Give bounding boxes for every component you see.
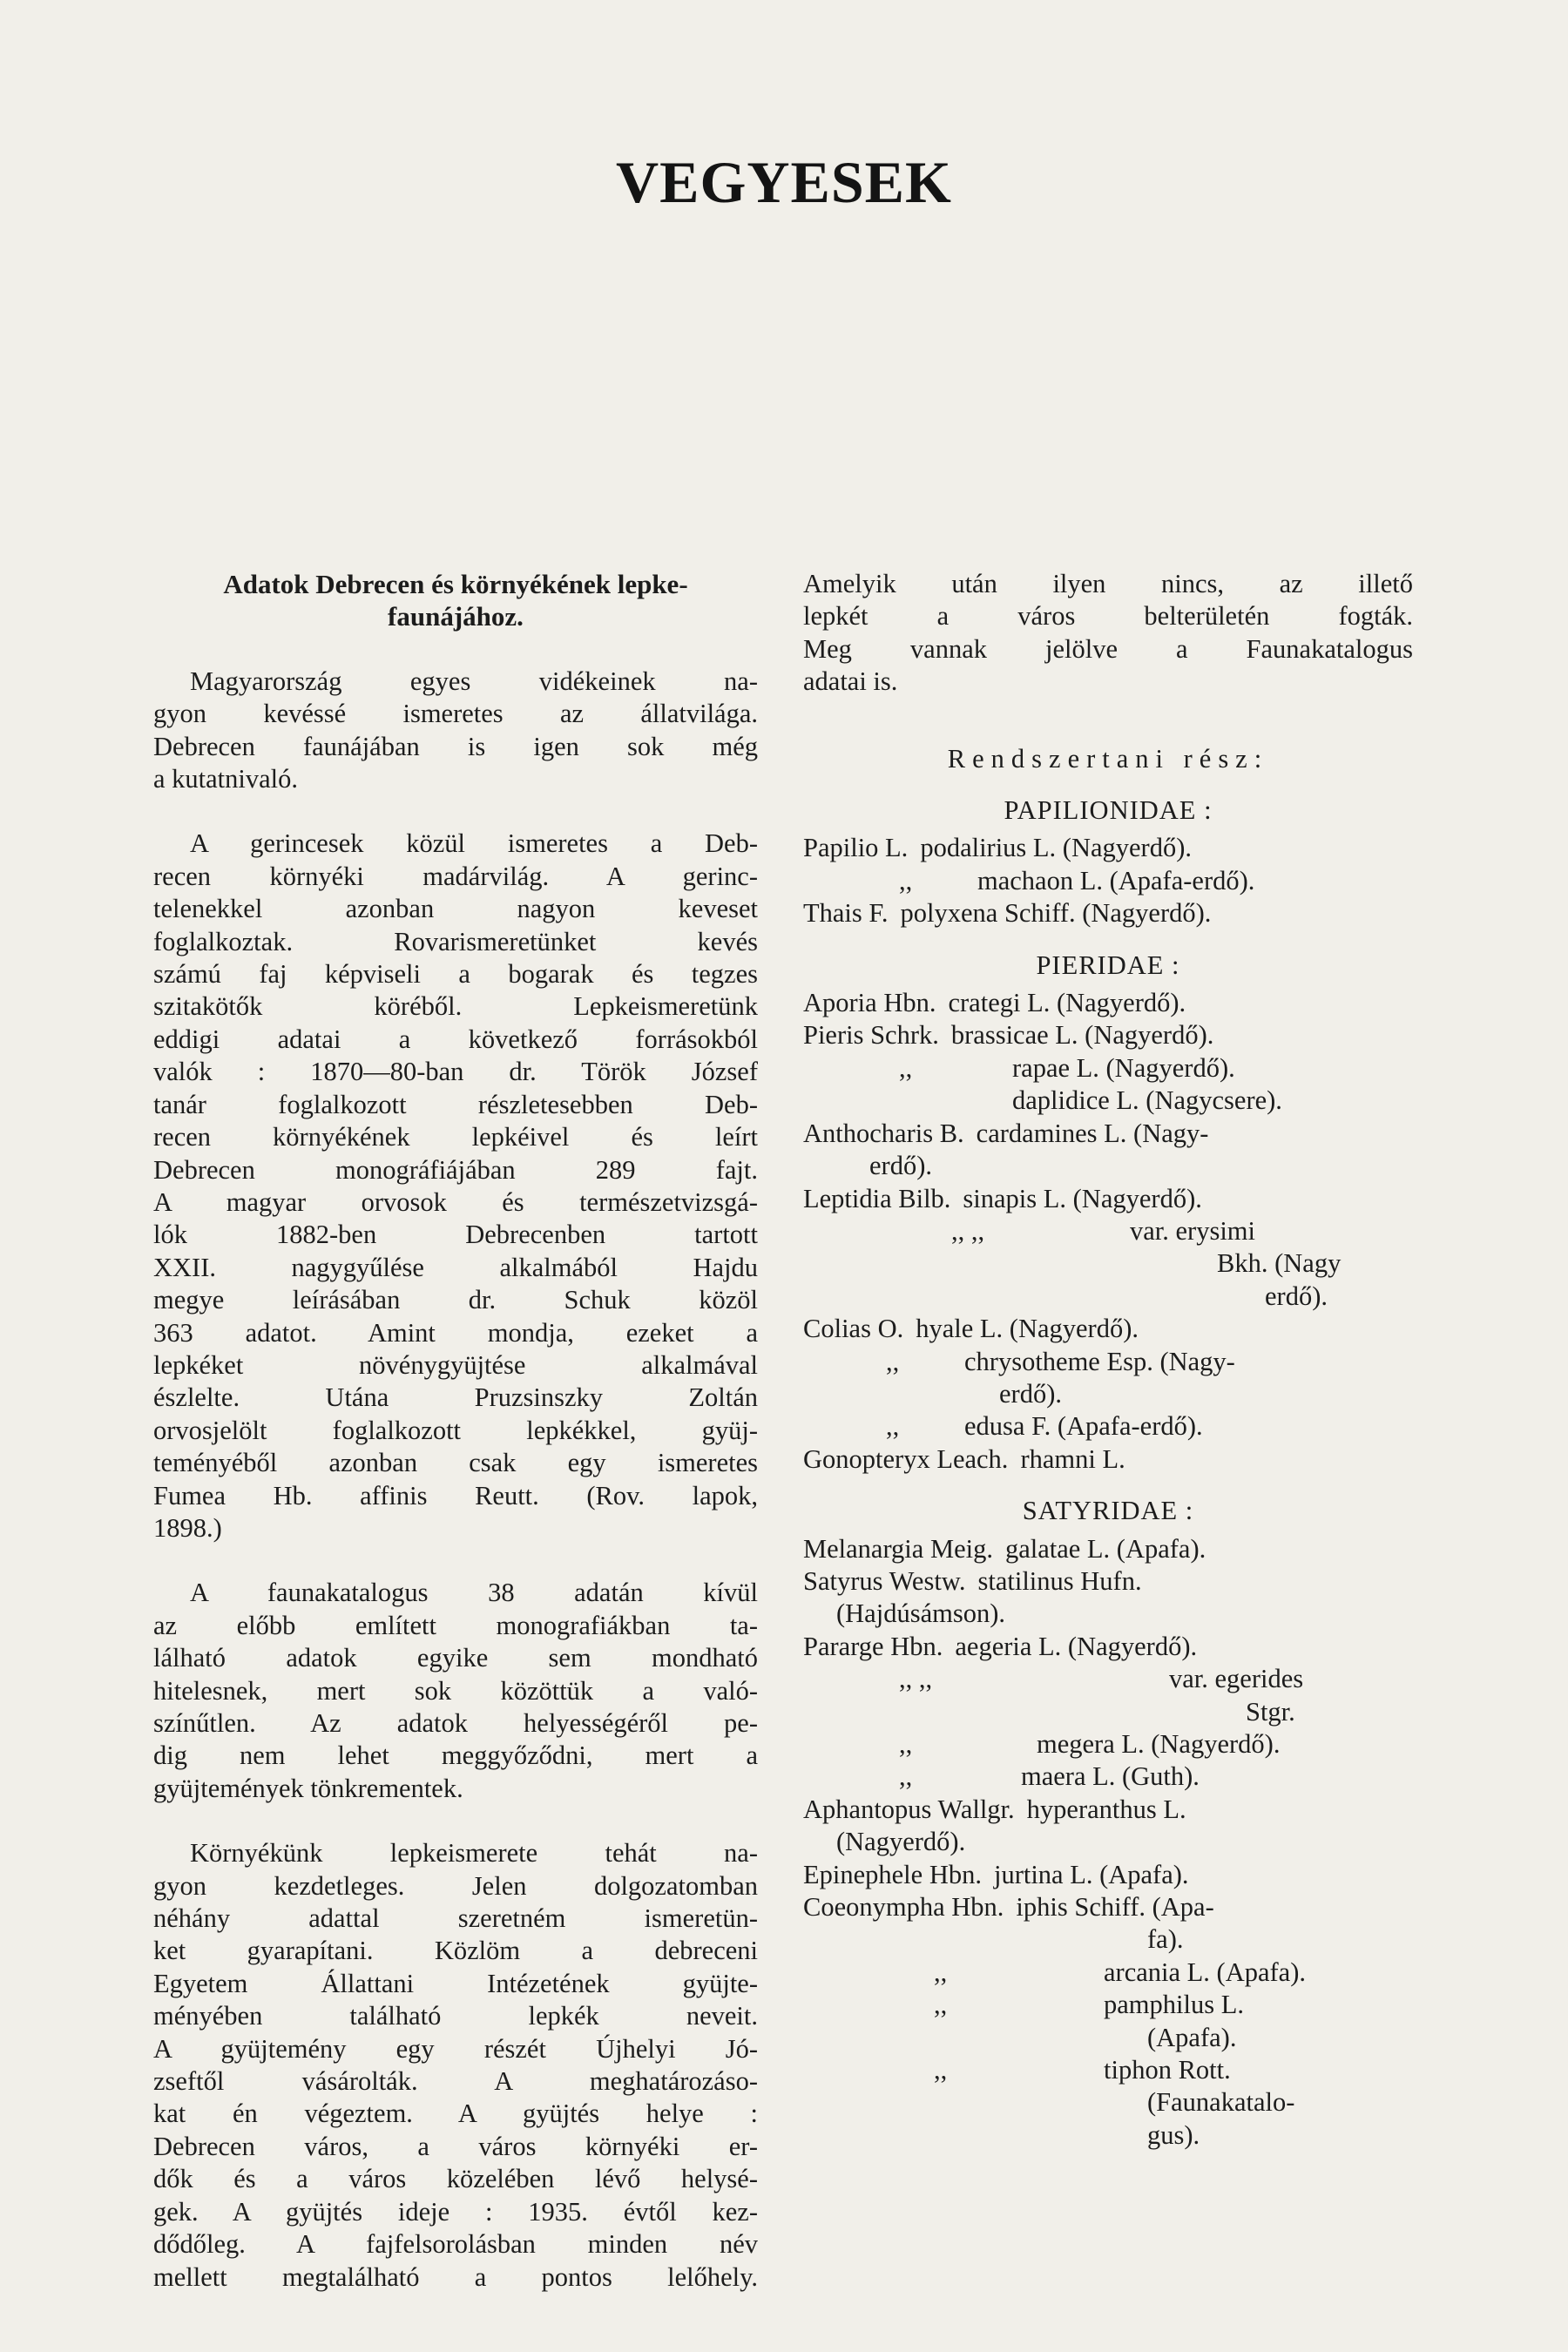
species-name: maera L. (Guth). — [1021, 1761, 1200, 1792]
body-text-line: A gerincesek közül ismeretes a Deb- — [190, 828, 758, 859]
species-genus: Papilio L. — [803, 833, 909, 863]
article-title-line-2: faunájához. — [388, 601, 524, 632]
species-entry — [803, 2022, 1413, 2054]
species-genus: Pieris Schrk. — [803, 1020, 939, 1051]
species-entry — [803, 1118, 1413, 1150]
species-entry — [803, 832, 1413, 864]
species-entry — [803, 1859, 1413, 1891]
body-text-line: Debrecen faunájában is igen sok még — [153, 731, 758, 761]
species-entry — [803, 1696, 1413, 1728]
species-genus: Thais F. — [803, 898, 889, 929]
species-genus: ,, — [899, 865, 913, 896]
species-entry — [803, 1150, 1413, 1182]
species-genus: Satyrus Westw. — [803, 1565, 966, 1596]
species-name: rapae L. (Nagyerdő). — [1012, 1052, 1235, 1083]
species-name: Stgr. — [1246, 1696, 1295, 1727]
species-genus: ,, — [934, 1957, 948, 1987]
species-name: var. erysimi — [1130, 1215, 1255, 1246]
paragraph-gap — [153, 795, 758, 828]
species-name: daplidice L. (Nagycsere). — [1012, 1085, 1282, 1116]
body-text-line: A faunakatalogus 38 adatán kívül — [190, 1578, 758, 1608]
species-name: megera L. (Nagyerdő). — [1037, 1729, 1281, 1759]
species-entry — [803, 1631, 1413, 1663]
body-text-line: néhány adattal szeretném ismeretün- — [153, 1903, 758, 1934]
species-name: polyxena Schiff. (Nagyerdő). — [900, 898, 1212, 929]
body-text-line: ményében található lepkék neveit. — [153, 2001, 758, 2031]
article-title — [153, 568, 758, 633]
body-text-line: 363 adatot. Amint mondja, ezeket a — [153, 1317, 758, 1348]
species-name: erdő). — [869, 1151, 932, 1181]
body-text-line: színűtlen. Az adatok helyességéről pe- — [153, 1708, 758, 1738]
species-name: galatae L. (Apafa). — [1004, 1533, 1206, 1564]
body-text-line: Debrecen monográfiájában 289 fajt. — [153, 1154, 758, 1185]
paragraph-gap — [153, 1544, 758, 1577]
right-column — [803, 568, 1413, 2171]
body-text-line: 1898.) — [153, 1512, 222, 1543]
species-name: jurtina L. (Apafa). — [993, 1859, 1189, 1889]
family-heading: PIERIDAE : — [1036, 950, 1180, 980]
species-entry — [803, 1085, 1413, 1117]
species-genus: ,, — [886, 1411, 900, 1442]
article-title-line-1: Adatok Debrecen és környékének lepke- — [223, 569, 688, 599]
paragraph-gap — [153, 1805, 758, 1837]
body-text-line: lálható adatok egyike sem mondható — [153, 1643, 758, 1673]
species-entry — [803, 1533, 1413, 1565]
species-name: gus). — [1147, 2119, 1200, 2150]
body-text-line: Fumea Hb. affinis Reutt. (Rov. lapok, — [153, 1480, 758, 1511]
page-title: VEGYESEK — [616, 149, 952, 215]
species-name: hyale L. (Nagyerdő). — [916, 1314, 1139, 1344]
body-text-line: orvosjelölt foglalkozott lepkékkel, gyüj- — [153, 1415, 758, 1445]
body-text-line: A gyüjtemény egy részét Újhelyi Jó- — [153, 2033, 758, 2064]
species-entry — [803, 1598, 1413, 1630]
species-name: tiphon Rott. — [1104, 2055, 1231, 2085]
species-genus: Colias O. — [803, 1314, 904, 1344]
species-entry — [803, 2086, 1413, 2119]
species-entry — [803, 1761, 1413, 1793]
species-genus: Epinephele Hbn. — [803, 1859, 982, 1889]
body-text-line: ket gyarapítani. Közlöm a debreceni — [153, 1936, 758, 1966]
family-heading: PAPILIONIDAE : — [1004, 795, 1213, 826]
species-name: aegeria L. (Nagyerdő). — [955, 1631, 1198, 1661]
body-text-line: az előbb említett monografiákban ta- — [153, 1610, 758, 1640]
species-entry — [803, 1891, 1413, 1923]
species-entry — [803, 1923, 1413, 1956]
species-entry — [803, 1565, 1413, 1598]
species-genus: ,, — [886, 1346, 900, 1376]
body-text-line: megye leírásában dr. Schuk közöl — [153, 1285, 758, 1315]
body-text-line: telenekkel azonban nagyon keveset — [153, 894, 758, 924]
species-genus: Leptidia Bilb. — [803, 1183, 951, 1213]
species-name: fa). — [1147, 1924, 1184, 1955]
species-genus: Aphantopus Wallgr. — [803, 1794, 1015, 1824]
body-text-line: tanár foglalkozott részletesebben Deb- — [153, 1089, 758, 1119]
body-text-line: recen környékének lepkéivel és leírt — [153, 1122, 758, 1152]
species-name: crategi L. (Nagyerdő). — [948, 988, 1186, 1018]
body-text-line: Egyetem Állattani Intézetének gyüjte- — [153, 1968, 758, 1998]
species-entry — [803, 2119, 1413, 2152]
species-name: podalirius L. (Nagyerdő). — [920, 833, 1192, 863]
species-entry — [803, 1183, 1413, 1215]
intro-text-line: Amelyik után ilyen nincs, az illető — [803, 569, 1413, 598]
body-text-line: dődőleg. A fajfelsorolásban minden név — [153, 2229, 758, 2260]
family-gap — [803, 2152, 1413, 2171]
species-name: erdő). — [1265, 1281, 1328, 1311]
species-name: sinapis L. (Nagyerdő). — [963, 1183, 1202, 1213]
species-name: chrysotheme Esp. (Nagy- — [964, 1346, 1235, 1376]
species-name: Bkh. (Nagy — [1217, 1248, 1342, 1279]
body-text-line: eddigi adatai a következő forrásokból — [153, 1024, 758, 1054]
species-genus: ,, — [934, 1990, 948, 2020]
body-text-line: dők és a város közelében lévő helysé- — [153, 2164, 758, 2194]
species-entry — [803, 1794, 1413, 1826]
species-name: iphis Schiff. (Apa- — [1016, 1892, 1214, 1923]
species-entry — [803, 1281, 1413, 1313]
species-genus: Aporia Hbn. — [803, 988, 936, 1018]
body-text-line: Debrecen város, a város környéki er- — [153, 2131, 758, 2161]
species-entry — [803, 1957, 1413, 1989]
family-gap — [803, 1476, 1413, 1495]
species-name: rhamni L. — [1020, 1443, 1125, 1474]
species-name: statilinus Hufn. — [977, 1565, 1142, 1596]
species-entry — [803, 1247, 1413, 1280]
species-genus: ,, — [899, 1729, 913, 1759]
species-name: arcania L. (Apafa). — [1104, 1957, 1306, 1987]
body-text-line: recen környéki madárvilág. A gerinc- — [153, 861, 758, 891]
article-body-right-intro — [803, 568, 1413, 731]
species-genus: Pararge Hbn. — [803, 1631, 943, 1661]
species-genus: ,, ,, — [899, 1664, 933, 1694]
species-entry — [803, 897, 1413, 929]
species-name: machaon L. (Apafa-erdő). — [977, 865, 1255, 896]
species-entry — [803, 865, 1413, 897]
body-text-line: kat én végeztem. A gyüjtés helye : — [153, 2099, 758, 2129]
body-text-line: gyon kevéssé ismeretes az állatvilága. — [153, 699, 758, 729]
species-genus: ,, — [934, 2055, 948, 2085]
body-text-line: A magyar orvosok és természetvizsgá- — [153, 1186, 758, 1217]
intro-text-line: Meg vannak jelölve a Faunakatalogus — [803, 633, 1413, 664]
species-entry — [803, 987, 1413, 1019]
species-entry — [803, 1378, 1413, 1410]
species-name: pamphilus L. — [1104, 1990, 1244, 2020]
body-text-line: lók 1882-ben Debrecenben tartott — [153, 1220, 758, 1250]
body-text-line: számú faj képviseli a bogarak és tegzes — [153, 959, 758, 990]
body-text-line: Magyarország egyes vidékeinek na- — [190, 666, 758, 696]
intro-text-line: adatai is. — [803, 666, 898, 697]
species-entry — [803, 1826, 1413, 1858]
body-text-line: észlelte. Utána Pruzsinszky Zoltán — [153, 1382, 758, 1413]
body-text-line: zseftől vásárolták. A meghatározáso- — [153, 2066, 758, 2097]
body-text-line: lepkéket növénygyüjtése alkalmával — [153, 1349, 758, 1380]
species-name: var. egerides — [1169, 1664, 1304, 1694]
species-entry — [803, 1313, 1413, 1345]
body-text-line: hitelesnek, mert sok közöttük a való- — [153, 1675, 758, 1706]
body-text-line: teményéből azonban csak egy ismeretes — [153, 1448, 758, 1478]
species-list — [803, 794, 1413, 2171]
body-text-line: dig nem lehet meggyőződni, mert a — [153, 1740, 758, 1771]
species-name: (Apafa). — [1147, 2022, 1237, 2052]
species-genus: Gonopteryx Leach. — [803, 1443, 1009, 1474]
article-body-left — [153, 666, 758, 2294]
species-entry — [803, 1346, 1413, 1378]
paragraph-gap — [803, 699, 1413, 731]
species-name: erdő). — [999, 1378, 1062, 1409]
body-text-line: XXII. nagygyűlése alkalmából Hajdu — [153, 1252, 758, 1282]
body-text-line: a kutatnivaló. — [153, 764, 299, 794]
species-genus: Coeonympha Hbn. — [803, 1892, 1004, 1923]
species-name: hyperanthus L. — [1026, 1794, 1186, 1824]
species-entry — [803, 1989, 1413, 2021]
species-entry — [803, 1728, 1413, 1761]
body-text-line: Környékünk lepkeismerete tehát na- — [190, 1838, 758, 1869]
species-name: edusa F. (Apafa-erdő). — [964, 1411, 1203, 1442]
species-genus: Melanargia Meig. — [803, 1533, 993, 1564]
body-text-line: gek. A gyüjtés ideje : 1935. évtől kez- — [153, 2196, 758, 2227]
species-name: (Nagyerdő). — [836, 1827, 966, 1857]
species-entry — [803, 1052, 1413, 1085]
species-entry — [803, 2054, 1413, 2086]
species-name: brassicae L. (Nagyerdő). — [950, 1020, 1214, 1051]
body-text-line: gyon kezdetleges. Jelen dolgozatomban — [153, 1870, 758, 1901]
species-name: cardamines L. (Nagy- — [976, 1118, 1209, 1148]
species-name: (Hajdúsámson). — [836, 1598, 1005, 1629]
family-gap — [803, 930, 1413, 950]
species-genus: ,, — [899, 1052, 913, 1083]
section-heading-rendszertani: Rendszertani rész: — [947, 743, 1269, 774]
body-text-line: foglalkoztak. Rovarismeretünket kevés — [153, 926, 758, 956]
species-entry — [803, 1443, 1413, 1476]
body-text-line: szitakötők köréből. Lepkeismeretünk — [153, 991, 758, 1022]
body-text-line: gyüjtemények tönkrementek. — [153, 1773, 463, 1803]
species-genus: ,, ,, — [951, 1215, 985, 1246]
species-entry — [803, 1019, 1413, 1051]
species-name: (Faunakatalo- — [1147, 2087, 1295, 2118]
body-text-line: mellett megtalálható a pontos lelőhely. — [153, 2261, 758, 2292]
species-entry — [803, 1663, 1413, 1695]
species-genus: Anthocharis B. — [803, 1118, 964, 1148]
body-text-line: valók : 1870—80-ban dr. Török József — [153, 1057, 758, 1087]
intro-text-line: lepkét a város belterületén fogták. — [803, 601, 1413, 632]
family-heading: SATYRIDAE : — [1022, 1496, 1194, 1526]
species-genus: ,, — [899, 1761, 913, 1792]
species-entry — [803, 1215, 1413, 1247]
left-column — [153, 568, 758, 2294]
species-entry — [803, 1410, 1413, 1443]
